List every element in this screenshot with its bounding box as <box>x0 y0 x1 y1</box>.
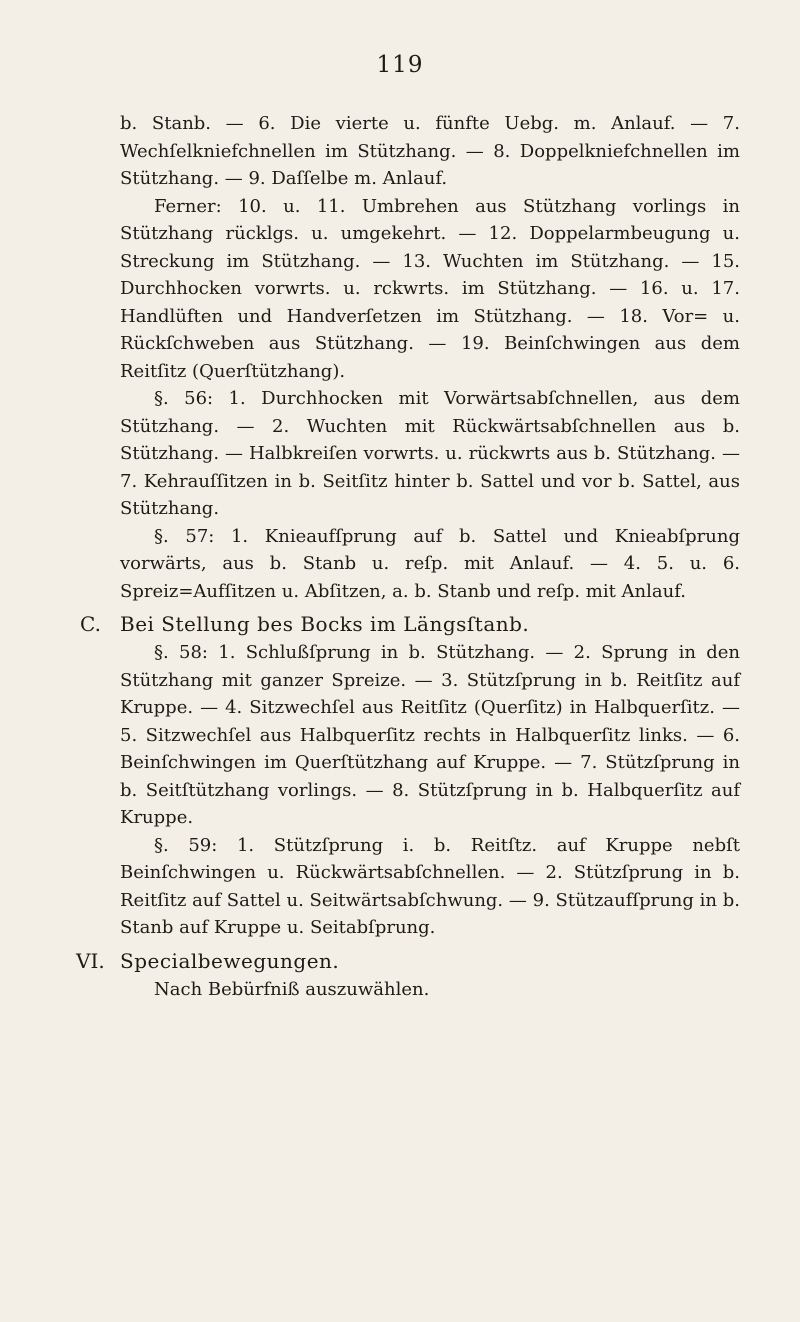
paragraph-ferner: Ferner: 10. u. 11. Umbrehen aus Stützhang vorlings in Stützhang rücklgs. u. umgekehrt. — 12. Doppelarmbeugung u. Streckung im Stützhang. — 13. Wuchten im Stützhang. — 15. Durchhocken vorwrts. u. rckwrts. im Stützhang. — 16. u. 17. Handlüften und Handverſetzen im Stützhang. — 18. Vor= u. Rückſchweben aus Stützhang. — 19. Beinſchwingen aus dem Reitſitz (Querſtützhang). <box>120 195 740 382</box>
paragraph-exercise-list: b. Stanb. — 6. Die vierte u. fünfte Uebg. m. Anlauf. — 7. Wechſelkniefchnellen im Stützhang. — 8. Doppelkniefchnellen im Stützhang. — 9. Daſſelbe m. Anlauf. <box>120 113 740 189</box>
section-vi-mark: VI. <box>76 948 105 973</box>
section-c-heading <box>80 609 740 639</box>
paragraph-section-56: §. 56: 1. Durchhocken mit Vorwärtsabſchnellen, aus dem Stützhang. — 2. Wuchten mit Rückwärtsabſchnellen aus b. Stützhang. — Halbkreiſen vorwrts. u. rückwrts aus b. Stützhang. — 7. Kehrauſſitzen in b. Seitſitz hinter b. Sattel und vor b. Sattel, aus Stützhang. <box>120 388 740 519</box>
paragraph-section-58: §. 58: 1. Schlußſprung in b. Stützhang. — 2. Sprung in den Stützhang mit ganzer Spreize. — 3. Stützſprung in b. Reitſitz auf Kruppe. — 4. Sitzwechſel aus Reitſitz (Querſitz) in Halbquerſitz. — 5. Sitzwechſel aus Halbquerſitz rechts in Halbquerſitz links. — 6. Beinſchwingen im Querſtützhang auf Kruppe. — 7. Stützſprung in b. Seitſtützhang vorlings. — 8. Stützſprung in b. Halbquerſitz auf Kruppe. <box>120 642 740 828</box>
paragraph-section-57: §. 57: 1. Knieaufſprung auf b. Sattel und Knieabſprung vorwärts, aus b. Stanb u. reſp. mit Anlauf. — 4. 5. u. 6. Spreiz=Aufſitzen u. Abſitzen, a. b. Stanb und reſp. mit Anlauf. <box>120 525 740 602</box>
paragraph-special: Nach Bebürfniß auszuwählen. <box>154 978 430 1000</box>
paragraph-section-59: §. 59: 1. Stützſprung i. b. Reitſtz. auf Kruppe nebſt Beinſchwingen u. Rückwärtsabſchnellen. — 2. Stützſprung in b. Reitſitz auf Sattel u. Seitwärtsabſchwung. — 9. Stützaufſprung in b. Stanb auf Kruppe u. Seitabſprung. <box>120 834 740 938</box>
section-vi-heading <box>76 946 740 976</box>
section-c-mark: C. <box>80 612 101 636</box>
page-number: 119 <box>376 52 424 78</box>
section-vi-title: Specialbewegungen. <box>120 948 340 973</box>
section-c-title: Bei Stellung bes Bocks im Längsſtanb. <box>120 612 530 636</box>
page-body <box>76 110 740 1003</box>
